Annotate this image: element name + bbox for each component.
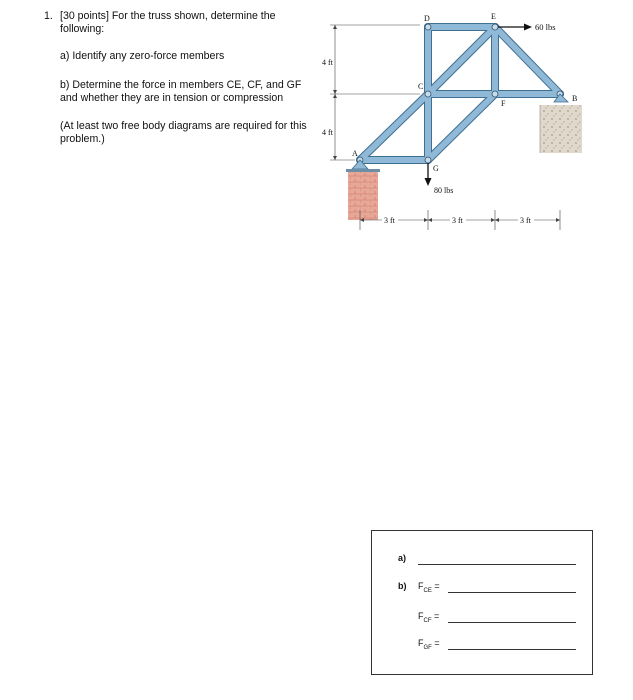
joint-label-a: A	[352, 149, 358, 158]
brick-support	[348, 172, 378, 220]
answer-fgf-label: $F_{GF}$ =	[418, 638, 440, 651]
joint-label-d: D	[424, 14, 430, 23]
answer-fgf-line[interactable]	[448, 649, 576, 650]
answer-a-line[interactable]	[418, 564, 576, 565]
problem-number: 1.	[44, 10, 53, 22]
joint-label-b: B	[572, 94, 578, 103]
dim-h1: 3 ft	[384, 216, 395, 225]
dim-h2: 3 ft	[452, 216, 463, 225]
load-horizontal-arrow	[498, 24, 532, 31]
answer-fce-line[interactable]	[448, 592, 576, 593]
dim-vertical-top: 4 ft	[322, 58, 333, 67]
problem-part-a: a) Identify any zero-force members	[60, 50, 225, 62]
support-a-base	[346, 169, 380, 172]
joint-label-e: E	[491, 12, 496, 21]
problem-intro: [30 points] For the truss shown, determine the following:	[60, 10, 276, 35]
answer-a-label: a)	[398, 553, 407, 563]
joint-label-f: F	[501, 99, 506, 108]
answer-fcf-label: $F_{CF}$ =	[418, 611, 440, 624]
answer-b-label: b)	[398, 581, 407, 591]
vertical-dimensions	[330, 25, 420, 160]
load-horizontal-label: 60 lbs	[535, 22, 556, 32]
dim-h3: 3 ft	[520, 216, 531, 225]
ground-support	[540, 105, 582, 153]
problem-part-b: b) Determine the force in members CE, CF, and GF and whether they are in tension or compression	[60, 79, 302, 104]
answer-fce-label: $F_{CE}$ =	[418, 581, 440, 594]
load-vertical-arrow	[425, 163, 432, 186]
joint-label-g: G	[433, 164, 439, 173]
answer-fcf-line[interactable]	[448, 622, 576, 623]
truss-diagram	[310, 5, 600, 240]
answer-box	[371, 530, 593, 675]
load-vertical-label: 80 lbs	[434, 186, 454, 195]
joint-label-c: C	[418, 82, 424, 91]
problem-note: (At least two free body diagrams are required for this problem.)	[60, 120, 307, 145]
dim-vertical-bottom: 4 ft	[322, 128, 333, 137]
